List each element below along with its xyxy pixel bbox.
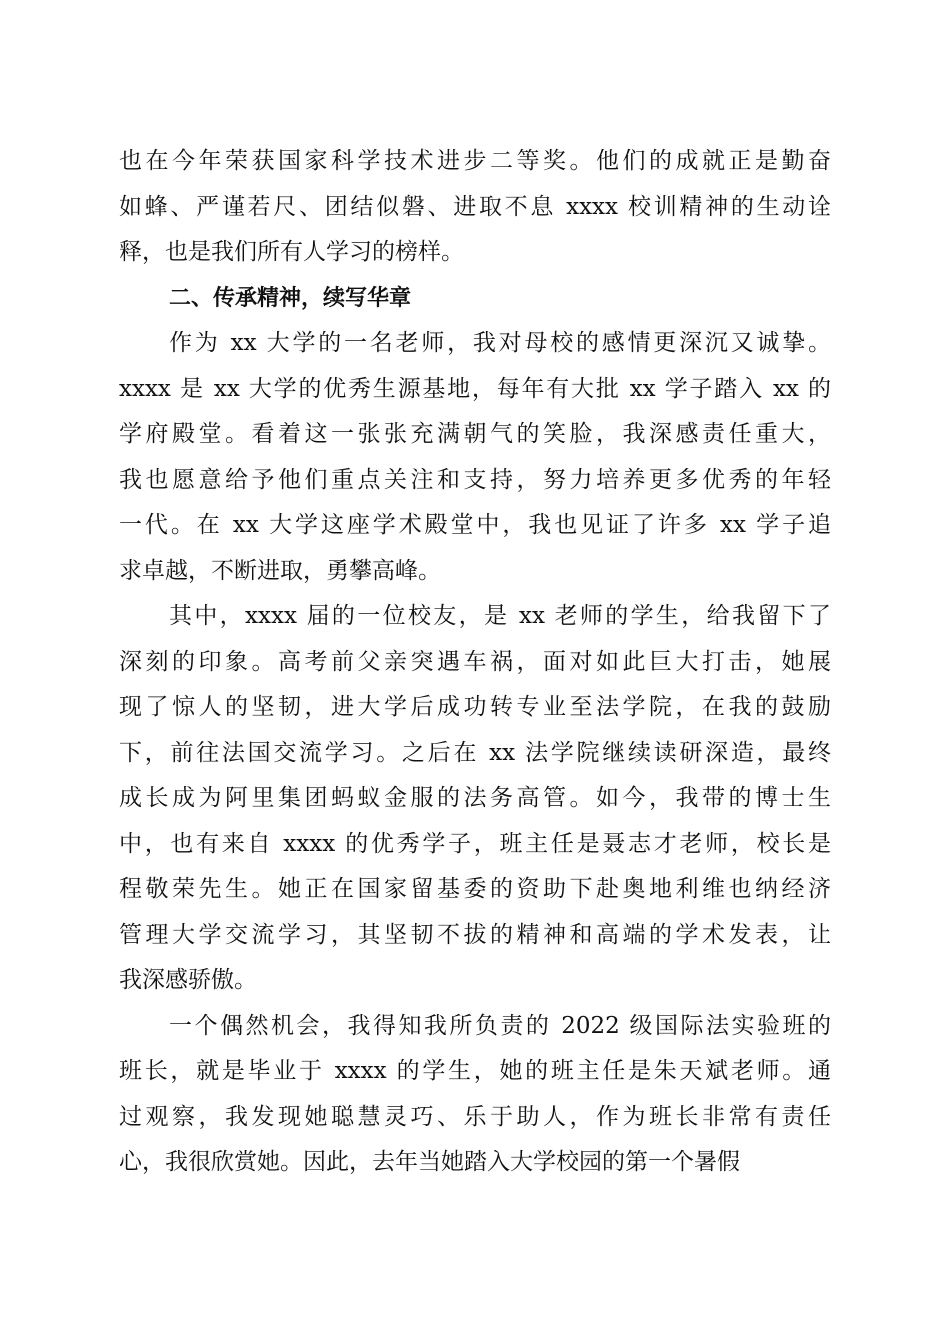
document-body: [119, 139, 831, 1186]
text-line: 中，也有来自 xxxx 的优秀学子，班主任是聂志才老师，校长是: [119, 830, 831, 857]
text-line: 管理大学交流学习，其坚韧不拔的精神和高端的学术发表，让: [119, 921, 831, 948]
text-line: 过观察，我发现她聪慧灵巧、乐于助人，作为班长非常有责任: [119, 1103, 831, 1130]
text-line: 程敬荣先生。她正在国家留基委的资助下赴奥地利维也纳经济: [119, 876, 831, 902]
paragraph: [119, 594, 831, 1004]
paragraph: [119, 321, 831, 594]
text-line: 求卓越，不断进取，勇攀高峰。: [119, 557, 441, 584]
paragraph: [119, 1004, 831, 1186]
text-line: 一代。在 xx 大学这座学术殿堂中，我也见证了许多 xx 学子追: [119, 512, 831, 538]
text-line: 学府殿堂。看着这一张张充满朝气的笑脸，我深感责任重大，: [119, 421, 831, 447]
text-line: 成长成为阿里集团蚂蚁金服的法务高管。如今，我带的博士生: [119, 785, 831, 811]
text-line: 深刻的印象。高考前父亲突遇车祸，面对如此巨大打击，她展: [119, 648, 831, 675]
paragraph: [119, 139, 831, 276]
text-line: 也在今年荣获国家科学技术进步二等奖。他们的成就正是勤奋: [119, 148, 831, 174]
text-line: 下，前往法国交流学习。之后在 xx 法学院继续读研深造，最终: [119, 739, 831, 766]
text-line: 作为 xx 大学的一名老师，我对母校的感情更深沉又诚挚。: [169, 330, 831, 356]
text-line: 其中，xxxx 届的一位校友，是 xx 老师的学生，给我留下了: [169, 603, 831, 629]
text-line: 现了惊人的坚韧，进大学后成功转专业至法学院，在我的鼓励: [119, 694, 831, 720]
text-line: 我也愿意给予他们重点关注和支持，努力培养更多优秀的年轻: [119, 466, 831, 493]
text-line: 我深感骄傲。: [119, 967, 257, 993]
section-heading: [119, 276, 831, 322]
text-line: 一个偶然机会，我得知我所负责的 2022 级国际法实验班的: [169, 1012, 831, 1039]
text-line: xxxx 是 xx 大学的优秀生源基地，每年有大批 xx 学子踏入 xx 的: [119, 375, 831, 402]
text-line: 班长，就是毕业于 xxxx 的学生，她的班主任是朱天斌老师。通: [119, 1058, 831, 1084]
text-line: 二、传承精神，续写华章: [169, 285, 412, 311]
text-line: 如蜂、严谨若尺、团结似磐、进取不息 xxxx 校训精神的生动诠: [119, 193, 831, 220]
text-line: 释，也是我们所有人学习的榜样。: [119, 239, 464, 265]
text-line: 心，我很欣赏她。因此，去年当她踏入大学校园的第一个暑假: [119, 1149, 740, 1175]
